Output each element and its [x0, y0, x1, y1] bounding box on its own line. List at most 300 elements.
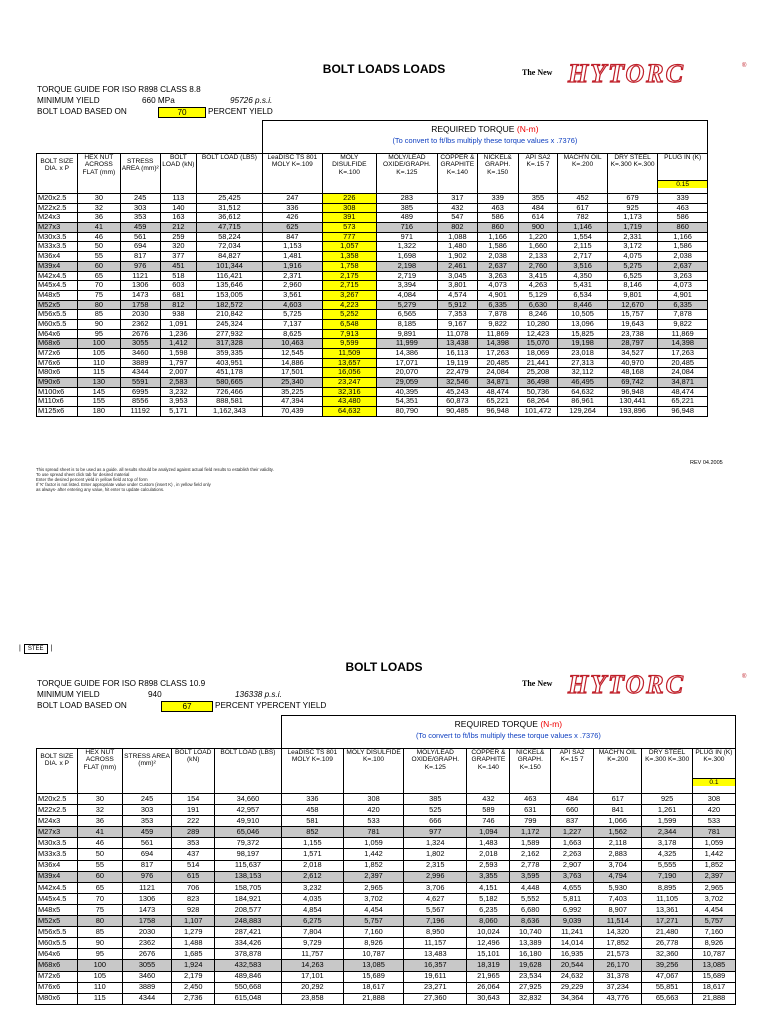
table-cell: 65 — [77, 882, 122, 893]
table-cell: 812 — [160, 300, 197, 310]
torque-guide-label: TORQUE GUIDE FOR ISO R898 CLASS 8.8 — [37, 85, 201, 94]
table-cell: 129,264 — [558, 407, 607, 417]
table-cell: 10,280 — [518, 319, 558, 329]
col-header: MOLY DISULFIDE K=.100 — [322, 154, 376, 194]
table-cell: 17,263 — [658, 349, 708, 359]
bolt-size-cell: M110x6 — [37, 397, 78, 407]
bolt-size-cell: M27x3 — [37, 827, 78, 838]
percent-yield-label: PERCENT YPERCENT YIELD — [215, 701, 327, 710]
col-header: API SA2 K=.15 7 — [518, 154, 558, 194]
table-cell: 11,241 — [551, 927, 594, 938]
table-cell: 2,715 — [322, 281, 376, 291]
table-row — [37, 982, 736, 993]
table-cell: 8556 — [120, 397, 160, 407]
percent-yield-input[interactable]: 67 — [161, 701, 213, 712]
table-cell: 451,178 — [197, 368, 263, 378]
min-yield-psi: 136338 p.s.i. — [235, 690, 282, 699]
bolt-size-cell: M100x6 — [37, 387, 78, 397]
table-cell: 1,562 — [594, 827, 642, 838]
bolt-size-cell: M80x6 — [37, 993, 78, 1004]
table-cell: 3,355 — [467, 871, 510, 882]
usage-note: Enter the desired percent yield in yellow field at top of form — [36, 477, 148, 483]
plug-in-k-input[interactable]: 0.1 — [693, 778, 735, 786]
table-cell: 19,628 — [510, 960, 551, 971]
table-cell: 3,232 — [160, 387, 197, 397]
table-cell: 4,075 — [607, 252, 658, 262]
table-cell: 339 — [658, 194, 708, 204]
table-cell: 1,094 — [467, 827, 510, 838]
table-cell: 2,179 — [172, 971, 215, 982]
plug-in-k-input[interactable]: 0.15 — [658, 180, 707, 188]
table-cell: 20,070 — [376, 368, 437, 378]
table-cell: 184,921 — [215, 893, 282, 904]
table-cell: 4,574 — [437, 290, 477, 300]
table-cell: 24,084 — [658, 368, 708, 378]
table-cell: 2,960 — [262, 281, 322, 291]
table-cell: 550,668 — [215, 982, 282, 993]
table-cell: 1,802 — [404, 849, 467, 860]
table-cell: 64,632 — [322, 407, 376, 417]
table-cell: 533 — [344, 816, 404, 827]
table-cell: 1,107 — [172, 916, 215, 927]
table-row — [37, 904, 736, 915]
table-cell: 841 — [594, 805, 642, 816]
table-cell: 32,112 — [558, 368, 607, 378]
table-cell: 98,197 — [215, 849, 282, 860]
table-cell: 403,951 — [197, 358, 263, 368]
table-cell: 5,725 — [262, 310, 322, 320]
table-cell: 2,583 — [160, 378, 197, 388]
table-cell: 34,364 — [551, 993, 594, 1004]
table-cell: 1,916 — [262, 261, 322, 271]
table-cell: 1,852 — [692, 860, 735, 871]
table-cell: 14,886 — [262, 358, 322, 368]
table-cell: 726,466 — [197, 387, 263, 397]
table-cell: 72,034 — [197, 242, 263, 252]
col-header: DRY STEEL K=.300 K=.300 — [642, 749, 692, 794]
table-cell: 1,924 — [172, 960, 215, 971]
table-cell: 14,320 — [594, 927, 642, 938]
table-cell: 7,913 — [322, 329, 376, 339]
table-cell: 182,572 — [197, 300, 263, 310]
table-cell: 4,325 — [642, 849, 692, 860]
table-cell: 130,441 — [607, 397, 658, 407]
table-cell: 625 — [262, 223, 322, 233]
table-cell: 49,910 — [215, 816, 282, 827]
table-cell: 533 — [692, 816, 735, 827]
table-cell: 6,630 — [518, 300, 558, 310]
table-cell: 1,599 — [642, 816, 692, 827]
bolt-size-cell: M42x4.5 — [37, 882, 78, 893]
bolt-size-cell: M20x2.5 — [37, 794, 78, 805]
table-cell: 75 — [77, 904, 122, 915]
table-cell: 1,586 — [658, 242, 708, 252]
table-cell: 21,441 — [518, 358, 558, 368]
table-cell: 1,483 — [467, 838, 510, 849]
table-cell: 18,319 — [467, 960, 510, 971]
col-header: NICKEL& GRAPH. K=.150 — [477, 154, 518, 194]
table-cell: 339 — [477, 194, 518, 204]
table-cell: 13,085 — [692, 960, 735, 971]
table-cell: 32,316 — [322, 387, 376, 397]
table-cell: 308 — [322, 203, 376, 213]
table-cell: 18,617 — [692, 982, 735, 993]
table-cell: 1,719 — [607, 223, 658, 233]
table-cell: 41 — [77, 223, 120, 233]
table-cell: 4,901 — [477, 290, 518, 300]
table-cell: 55,851 — [642, 982, 692, 993]
bolt-size-cell: M76x6 — [37, 982, 78, 993]
table-cell: 60 — [77, 871, 122, 882]
table-cell: 85 — [77, 927, 122, 938]
col-header: DRY STEEL K=.300 K=.300 — [607, 154, 658, 194]
table-cell: 3,953 — [160, 397, 197, 407]
table-cell: 17,271 — [642, 916, 692, 927]
table-cell: 19,643 — [607, 319, 658, 329]
table-cell: 90 — [77, 938, 122, 949]
table-cell: 7,878 — [477, 310, 518, 320]
table-cell: 802 — [437, 223, 477, 233]
min-yield-label: MINIMUM YIELD — [37, 96, 100, 105]
col-header: COPPER & GRAPHITE K=.140 — [467, 749, 510, 794]
table-cell: 1,571 — [281, 849, 343, 860]
svg-text:HYTORC: HYTORC — [568, 59, 685, 88]
table-cell: 1,088 — [437, 232, 477, 242]
table-cell: 21,888 — [692, 993, 735, 1004]
table-cell: 16,113 — [437, 349, 477, 359]
table-cell: 55 — [77, 860, 122, 871]
table-row — [37, 916, 736, 927]
table-cell: 1758 — [122, 916, 171, 927]
min-yield-mpa: 940 — [148, 690, 162, 699]
table-cell: 8,446 — [558, 300, 607, 310]
table-cell: 90 — [77, 319, 120, 329]
table-cell: 666 — [404, 816, 467, 827]
table-cell: 16,180 — [510, 949, 551, 960]
table-cell: 135,646 — [197, 281, 263, 291]
table-cell: 2,760 — [518, 261, 558, 271]
table-cell: 4,794 — [594, 871, 642, 882]
table-cell: 1,442 — [692, 849, 735, 860]
col-header: BOLT LOAD (LBS) — [215, 749, 282, 794]
table-cell: 2,736 — [172, 993, 215, 1004]
table-cell: 8,907 — [594, 904, 642, 915]
table-cell: 5,811 — [551, 893, 594, 904]
table-cell: 4,223 — [322, 300, 376, 310]
logo-prefix: The New — [522, 68, 553, 77]
table-cell: 320 — [160, 242, 197, 252]
table-cell: 459 — [120, 223, 160, 233]
table-cell: 3055 — [122, 960, 171, 971]
table-cell: 8,185 — [376, 319, 437, 329]
table-cell: 17,071 — [376, 358, 437, 368]
table-cell: 31,512 — [197, 203, 263, 213]
table-cell: 6,335 — [658, 300, 708, 310]
table-cell: 50 — [77, 849, 122, 860]
table-cell: 2,637 — [658, 261, 708, 271]
table-cell: 10,463 — [262, 339, 322, 349]
table-cell: 2,115 — [558, 242, 607, 252]
table-cell: 1,598 — [160, 349, 197, 359]
table-cell: 308 — [344, 794, 404, 805]
table-row — [37, 960, 736, 971]
table-cell: 7,137 — [262, 319, 322, 329]
table-cell: 6,548 — [322, 319, 376, 329]
table-row — [37, 805, 736, 816]
table-cell: 27,313 — [558, 358, 607, 368]
table-cell: 8,926 — [344, 938, 404, 949]
table-cell: 6,565 — [376, 310, 437, 320]
col-header: MACH'N OIL K=.200 — [558, 154, 607, 194]
table-cell: 589 — [467, 805, 510, 816]
table-cell: 694 — [120, 242, 160, 252]
bolt-size-cell: M52x5 — [37, 916, 78, 927]
table-cell: 2,175 — [322, 271, 376, 281]
table-cell: 432,583 — [215, 960, 282, 971]
table-cell: 2,038 — [658, 252, 708, 262]
bolt-size-cell: M30x3.5 — [37, 232, 78, 242]
bolt-size-cell: M48x5 — [37, 904, 78, 915]
table-cell: 451 — [160, 261, 197, 271]
percent-yield-input[interactable]: 70 — [158, 107, 206, 118]
table-cell: 50,736 — [518, 387, 558, 397]
table-cell: 60 — [77, 261, 120, 271]
table-cell: 3,702 — [344, 893, 404, 904]
table-cell: 210,842 — [197, 310, 263, 320]
table-cell: 561 — [120, 232, 160, 242]
table-cell: 17,263 — [477, 349, 518, 359]
bolt-size-cell: M36x4 — [37, 252, 78, 262]
table-cell: 484 — [551, 794, 594, 805]
bolt-size-cell: M90x6 — [37, 378, 78, 388]
required-torque-unit: (N-m) — [516, 124, 539, 134]
table-cell: 13,361 — [642, 904, 692, 915]
table-cell: 580,665 — [197, 378, 263, 388]
table-cell: 8,950 — [404, 927, 467, 938]
table-cell: 15,825 — [558, 329, 607, 339]
table-cell: 70 — [77, 893, 122, 904]
table-cell: 32 — [77, 203, 120, 213]
table-cell: 34,871 — [658, 378, 708, 388]
table-cell: 3,415 — [518, 271, 558, 281]
table-cell: 694 — [122, 849, 171, 860]
table-cell: 4,448 — [510, 882, 551, 893]
table-cell: 16,357 — [404, 960, 467, 971]
table-cell: 9,039 — [551, 916, 594, 927]
table-cell: 68,264 — [518, 397, 558, 407]
table-cell: 115 — [77, 368, 120, 378]
table-row — [37, 993, 736, 1004]
table-cell: 1,166 — [658, 232, 708, 242]
table-cell: 459 — [122, 827, 171, 838]
bolt-size-cell: M45x4.5 — [37, 893, 78, 904]
plug-in-header — [692, 749, 735, 794]
table-row — [37, 927, 736, 938]
table-cell: 547 — [437, 213, 477, 223]
table-cell: 1306 — [122, 893, 171, 904]
table-cell: 1,412 — [160, 339, 197, 349]
table-cell: 5,912 — [437, 300, 477, 310]
table-cell: 8,246 — [518, 310, 558, 320]
table-cell: 1,663 — [551, 838, 594, 849]
bolt-size-cell: M42x4.5 — [37, 271, 78, 281]
table-cell: 10,740 — [510, 927, 551, 938]
table-cell: 1,059 — [692, 838, 735, 849]
table-cell: 8,625 — [262, 329, 322, 339]
table-cell: 681 — [160, 290, 197, 300]
table-cell: 95 — [77, 329, 120, 339]
table-cell: 1,324 — [404, 838, 467, 849]
bolt-load-label: BOLT LOAD BASED ON — [37, 107, 127, 116]
table-cell: 385 — [404, 794, 467, 805]
table-row — [37, 816, 736, 827]
table-cell: 58,224 — [197, 232, 263, 242]
table-cell: 3,704 — [594, 860, 642, 871]
table-cell: 96,948 — [607, 387, 658, 397]
table-cell: 1,586 — [477, 242, 518, 252]
table-cell: 679 — [607, 194, 658, 204]
percent-yield-label: PERCENT YIELD — [208, 107, 273, 116]
table-cell: 158,705 — [215, 882, 282, 893]
table-cell: 5,567 — [404, 904, 467, 915]
table-cell: 971 — [376, 232, 437, 242]
table-cell: 222 — [172, 816, 215, 827]
table-cell: 4,854 — [281, 904, 343, 915]
table-cell: 336 — [281, 794, 343, 805]
sheet-tab-strip: | STEE | — [19, 645, 53, 652]
table-cell: 6995 — [120, 387, 160, 397]
table-cell: 6,680 — [510, 904, 551, 915]
table-cell: 1121 — [122, 882, 171, 893]
table-cell: 2,450 — [172, 982, 215, 993]
table-cell: 823 — [172, 893, 215, 904]
table-cell: 716 — [376, 223, 437, 233]
table-cell: 46,495 — [558, 378, 607, 388]
torque-table — [36, 715, 736, 1005]
table-cell: 15,101 — [467, 949, 510, 960]
table-cell: 2,719 — [376, 271, 437, 281]
table-cell: 3,516 — [558, 261, 607, 271]
table-cell: 110 — [77, 358, 120, 368]
table-cell: 21,480 — [642, 927, 692, 938]
table-cell: 13,389 — [510, 938, 551, 949]
table-cell: 32 — [77, 805, 122, 816]
table-cell: 1,589 — [510, 838, 551, 849]
col-header: LeaDISC TS 801 MOLY K=.109 — [262, 154, 322, 194]
table-cell: 46 — [77, 838, 122, 849]
table-cell: 13,483 — [404, 949, 467, 960]
table-cell: 1,480 — [437, 242, 477, 252]
table-cell: 10,505 — [558, 310, 607, 320]
table-cell: 21,965 — [467, 971, 510, 982]
table-cell: 3,702 — [692, 893, 735, 904]
table-cell: 1,797 — [160, 358, 197, 368]
table-cell: 8,926 — [692, 938, 735, 949]
table-cell: 14,398 — [477, 339, 518, 349]
table-cell: 23,858 — [281, 993, 343, 1004]
table-cell: 3,394 — [376, 281, 437, 291]
table-cell: 1473 — [122, 904, 171, 915]
table-cell: 2362 — [122, 938, 171, 949]
table-cell: 976 — [122, 871, 171, 882]
table-cell: 4,073 — [658, 281, 708, 291]
table-cell: 140 — [160, 203, 197, 213]
table-cell: 4,263 — [518, 281, 558, 291]
table-cell: 432 — [467, 794, 510, 805]
table-cell: 14,263 — [281, 960, 343, 971]
table-cell: 7,403 — [594, 893, 642, 904]
table-cell: 3,178 — [642, 838, 692, 849]
table-cell: 2,883 — [594, 849, 642, 860]
table-cell: 614 — [518, 213, 558, 223]
table-cell: 247 — [262, 194, 322, 204]
bolt-size-cell: M30x3.5 — [37, 838, 78, 849]
col-header: MOLY/LEAD OXIDE/GRAPH. K=.125 — [376, 154, 437, 194]
table-cell: 30 — [77, 794, 122, 805]
table-cell: 518 — [160, 271, 197, 281]
usage-note: This spread sheet is to be used as a guide. all results should be analyzed against actual field results to establish their validity. — [36, 467, 274, 472]
table-cell: 1,155 — [281, 838, 343, 849]
table-cell: 26,170 — [594, 960, 642, 971]
col-header: MACH'N OIL K=.200 — [594, 749, 642, 794]
bolt-size-cell: M27x3 — [37, 223, 78, 233]
table-cell: 3,267 — [322, 290, 376, 300]
table-cell: 36 — [77, 213, 120, 223]
table-cell: 860 — [658, 223, 708, 233]
bolt-size-cell: M24x3 — [37, 213, 78, 223]
table-cell: 1758 — [120, 300, 160, 310]
col-header: LeaDISC TS 801 MOLY K=.109 — [281, 749, 343, 794]
col-header: HEX NUT ACROSS FLAT (mm) — [77, 749, 122, 794]
table-cell: 5,431 — [558, 281, 607, 291]
table-cell: 20,485 — [477, 358, 518, 368]
table-row — [37, 849, 736, 860]
table-cell: 1,442 — [344, 849, 404, 860]
table-cell: 5,757 — [692, 916, 735, 927]
table-cell: 7,160 — [344, 927, 404, 938]
table-cell: 2,198 — [376, 261, 437, 271]
table-cell: 5,552 — [510, 893, 551, 904]
table-cell: 2,461 — [437, 261, 477, 271]
table-cell: 4,627 — [404, 893, 467, 904]
table-cell: 1,554 — [558, 232, 607, 242]
bolt-size-cell: M22x2.5 — [37, 203, 78, 213]
bolt-size-cell: M39x4 — [37, 871, 78, 882]
sheet-tab-label[interactable]: STEE — [24, 644, 48, 654]
table-cell: 1,227 — [551, 827, 594, 838]
table-cell: 3,045 — [437, 271, 477, 281]
table-cell: 6,335 — [477, 300, 518, 310]
table-cell: 248,883 — [215, 916, 282, 927]
table-cell: 1,172 — [510, 827, 551, 838]
table-cell: 226 — [322, 194, 376, 204]
table-cell: 45,243 — [437, 387, 477, 397]
table-cell: 1473 — [120, 290, 160, 300]
table-cell: 6,525 — [607, 271, 658, 281]
bolt-size-cell: M33x3.5 — [37, 849, 78, 860]
table-cell: 660 — [551, 805, 594, 816]
table-cell: 277,932 — [197, 329, 263, 339]
table-cell: 1,758 — [322, 261, 376, 271]
table-cell: 573 — [322, 223, 376, 233]
table-cell: 259 — [160, 232, 197, 242]
table-cell: 586 — [658, 213, 708, 223]
table-cell: 116,421 — [197, 271, 263, 281]
table-cell: 5,275 — [607, 261, 658, 271]
table-cell: 5,252 — [322, 310, 376, 320]
table-cell: 14,398 — [658, 339, 708, 349]
table-cell: 27,925 — [510, 982, 551, 993]
